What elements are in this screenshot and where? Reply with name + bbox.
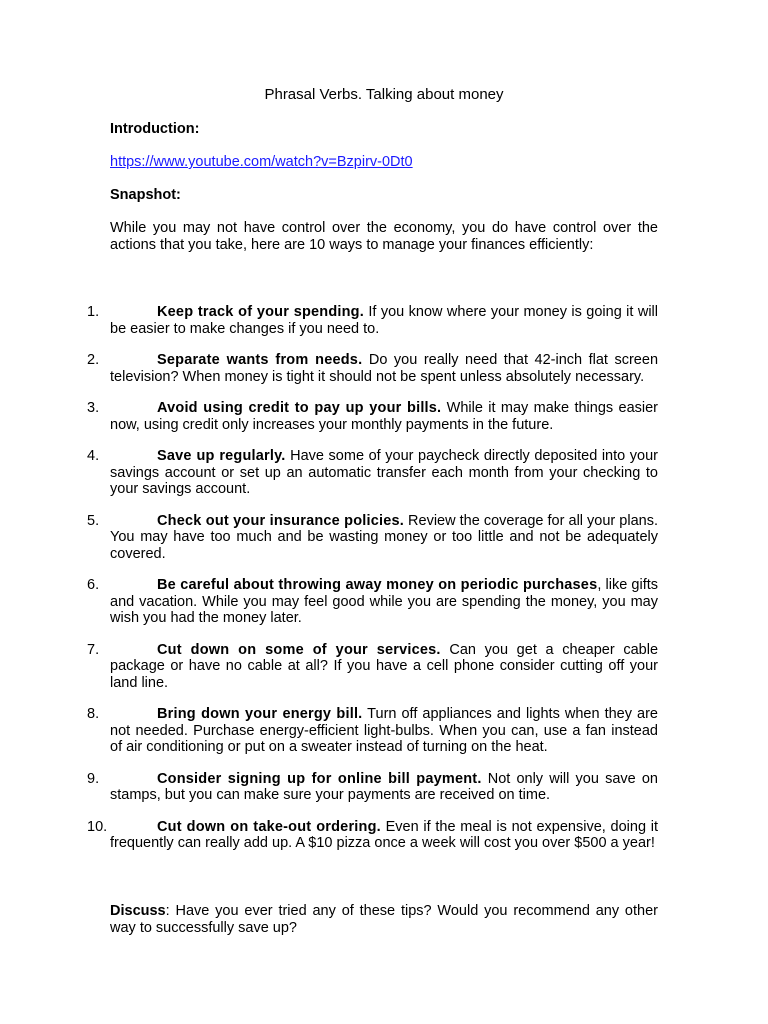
list-item-text: , like gifts and vacation. While you may feel good while you are spending the money, you may wish you had the money later. (110, 577, 659, 626)
tips-list (0, 304, 768, 867)
list-item-text: Review the coverage for all your plans. You may have too much and be wasting money or too little and not be adequately covered. (110, 512, 658, 562)
introduction-heading: Introduction: (110, 121, 200, 137)
discuss-paragraph (110, 903, 658, 936)
list-item-title: Save up regularly. (157, 448, 286, 464)
list-item-number: 2. (87, 352, 100, 368)
list-item-text: While it may make things easier now, using credit only increases your monthly payments in the future. (110, 400, 658, 433)
list-item-title: Avoid using credit to pay up your bills. (157, 400, 442, 416)
list-item-text: Can you get a cheaper cable package or have no cable at all? If you have a cell phone consider cutting off your land line. (110, 641, 659, 691)
list-item (0, 304, 658, 337)
list-item-title: Separate wants from needs. (157, 352, 363, 368)
list-item (0, 448, 658, 498)
list-item (0, 819, 658, 852)
youtube-link[interactable]: https://www.youtube.com/watch?v=Bzpirv-0Dt0 (110, 154, 413, 170)
list-item-number: 1. (87, 304, 100, 320)
list-item-number: 9. (87, 770, 100, 787)
discuss-text: : Have you ever tried any of these tips? Would you recommend any other way to successfully save up? (110, 903, 658, 936)
list-item-title: Be careful about throwing away money on periodic purchases (157, 577, 598, 593)
list-item-text: If you know where your money is going it will be easier to make changes if you need to. (110, 304, 658, 337)
list-item-text: Have some of your paycheck directly deposited into your savings account or set up an automatic transfer each month from your checking to your savings account. (110, 448, 658, 497)
list-item (0, 577, 658, 627)
list-item-number: 7. (87, 641, 100, 658)
list-item-text: Not only will you save on stamps, but you can make sure your payments are received on time. (110, 770, 658, 803)
list-item (0, 513, 658, 563)
list-item (0, 352, 658, 385)
list-item (0, 642, 658, 692)
snapshot-heading: Snapshot: (110, 187, 181, 203)
list-item-title: Keep track of your spending. (157, 304, 364, 320)
list-item (0, 771, 658, 804)
list-item-title: Cut down on take-out ordering. (157, 818, 381, 835)
list-item-text: Turn off appliances and lights when they are not needed. Purchase energy-efficient light-bulbs. When you can, use a fan instead of air conditioning or put on a sweater instead of turning on the heat. (110, 706, 658, 755)
page-title: Phrasal Verbs. Talking about money (264, 86, 504, 103)
list-item-text: Even if the meal is not expensive, doing it frequently can really add up. A $10 pizza once a week will cost you over $500 a year! (110, 818, 658, 851)
introduction-link-wrapper (110, 154, 658, 171)
list-item-title: Bring down your energy bill. (157, 706, 363, 722)
discuss-label: Discuss (110, 903, 166, 919)
list-item-title: Consider signing up for online bill payment. (157, 770, 482, 787)
list-item (0, 706, 658, 756)
list-item-text: Do you really need that 42-inch flat screen television? When money is tight it should not be spent unless absolutely necessary. (110, 352, 659, 385)
snapshot-text: While you may not have control over the economy, you do have control over the actions that you take, here are 10 ways to manage your finances efficiently: (110, 220, 658, 253)
list-item-number: 10. (87, 818, 108, 835)
list-item-number: 4. (87, 448, 100, 464)
list-item (0, 400, 658, 433)
list-item-title: Cut down on some of your services. (157, 641, 441, 658)
list-item-number: 5. (87, 512, 100, 529)
list-item-number: 6. (87, 577, 100, 593)
list-item-title: Check out your insurance policies. (157, 512, 404, 529)
list-item-number: 8. (87, 706, 100, 722)
list-item-number: 3. (87, 400, 100, 416)
